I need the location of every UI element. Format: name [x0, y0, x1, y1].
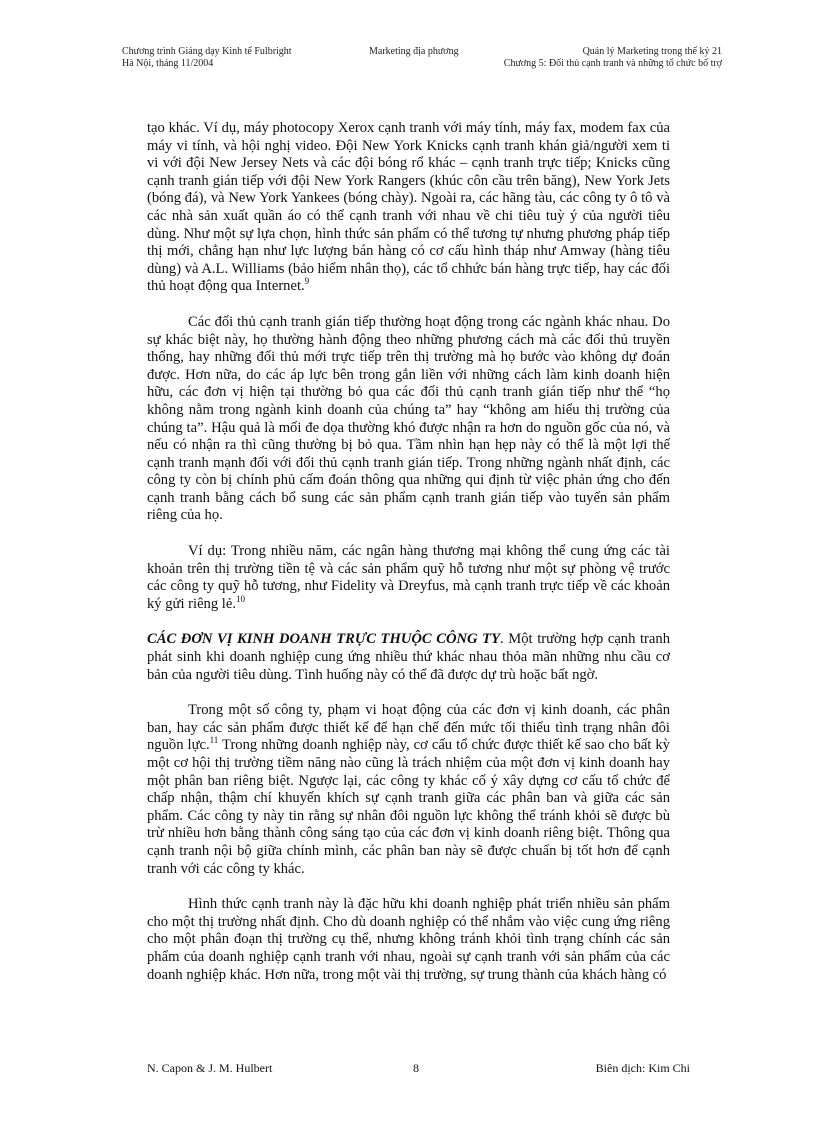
footnote-ref-11: 11: [209, 735, 219, 746]
paragraph-5: [147, 702, 670, 878]
paragraph-1-text: tạo khác. Ví dụ, máy photocopy Xerox cạnh tranh với máy tính, máy fax, modem fax của máy vi tính, và hội nghị video. Đội New York Knicks cạnh tranh khán giả/người xem ti vi với đội New Jersey Nets và các đội bóng rổ khác – cạnh tranh trực tiếp; Knicks cũng cạnh tranh gián tiếp với đội New York Rangers (khúc côn cầu trên băng), New York Jets (bóng đá), và New York Yankees (bóng chày). Ngoài ra, các hãng tàu, các công ty ô tô và các nhà sản xuất quần áo có thể cạnh tranh với nhau về chi tiêu tuỳ ý của người tiêu dùng. Như một sự lựa chọn, hình thức sản phẩm có thể tương tự nhưng phương pháp tiếp thị mới, chẳng hạn như lực lượng bán hàng có cơ cấu hình tháp như Amway (hàng tiêu dùng) và A.L. Williams (bảo hiểm nhân thọ), các tổ chhức bán hàng trực tiếp, hay các đối thủ hoạt động qua Internet.: [147, 120, 670, 295]
header-right-line2: Chương 5: Đối thủ cạnh tranh và những tổ chức bổ trợ: [503, 58, 722, 69]
paragraph-2: Các đối thủ cạnh tranh gián tiếp thường hoạt động trong các ngành khác nhau. Do sự khác biệt này, họ thường hành động theo những phương cách mà các đối thủ truyền thống, hay những đối thủ mới trực tiếp trên thị trường mà họ bước vào không dự đoán được. Hơn nữa, do các áp lực bên trong gắn liền với những cách làm kinh doanh hiện hữu, các đơn vị hiện tại thường bỏ qua các đối thủ cạnh tranh gián tiếp như thể “họ không nằm trong ngành kinh doanh của chúng ta” hay “không am hiểu thị trường của chúng ta”. Hậu quả là mối đe dọa thường khó được nhận ra hơn do nguồn gốc của nó, và nếu có nhận ra thì cũng thường bị bỏ qua. Tầm nhìn hạn hẹp này có thể là một lợi thế cạnh tranh mạnh đối với đối thủ cạnh tranh gián tiếp. Trong những ngành nhất định, các công ty còn bị chính phủ cấm đoán thông qua những qui định từ việc phản ứng cho đến cạnh tranh bằng cách bổ sung các sản phẩm cạnh tranh gián tiếp vào tuyến sản phẩm riêng của họ.: [147, 313, 670, 524]
header-left-line2: Hà Nội, tháng 11/2004: [122, 58, 214, 69]
header-right-line1: Quản lý Marketing trong thế kỷ 21: [582, 46, 722, 57]
paragraph-1: [147, 120, 670, 296]
footnote-ref-10: 10: [235, 593, 245, 604]
footnote-ref-9: 9: [304, 276, 310, 287]
paragraph-4-text: . Một trường hợp cạnh tranh phát sinh khi doanh nghiệp cung ứng nhiều thứ khác nhau thỏa mãn những nhu cầu cơ bản của người tiêu dùng. Tình huống này có thể đã được dự trù hoặc bất ngờ.: [147, 631, 670, 683]
paragraph-4: [147, 631, 670, 684]
paragraph-3-text: Ví dụ: Trong nhiều năm, các ngân hàng thương mại không thể cung ứng các tài khoản trên thị trường tiền tệ và các sản phẩm quỹ hỗ tương như một sự phòng vệ trước các công ty quỹ hỗ tương, như Fidelity và Dreyfus, mà cạnh tranh trực tiếp về các khoản ký gửi riêng lẻ.: [147, 543, 670, 612]
header-center: Marketing địa phương: [369, 46, 459, 57]
paragraph-5-text-a: Trong một số công ty, phạm vi hoạt động của các đơn vị kinh doanh, các phân ban, hay các sản phẩm được thiết kế để hạn chế đến mức tối thiểu tình trạng nhân đôi nguồn lực.: [147, 702, 670, 754]
paragraph-6: Hình thức cạnh tranh này là đặc hữu khi doanh nghiệp phát triển nhiều sản phẩm cho một thị trường nhất định. Cho dù doanh nghiệp có thể nhắm vào việc cung ứng riêng cho một phân đoạn thị trường cụ thể, nhưng không tránh khỏi tình trạng chính các sản phẩm của doanh nghiệp cạnh tranh với nhau, ngoài sự cạnh tranh với sản phẩm của các doanh nghiệp khác. Hơn nữa, trong một vài thị trường, sự trung thành của khách hàng có: [147, 896, 670, 983]
footer-page-number: 8: [413, 1061, 419, 1075]
document-body: [147, 120, 670, 1002]
footer-translator: Biên dịch: Kim Chi: [595, 1061, 690, 1075]
paragraph-3: [147, 543, 670, 613]
footer-authors: N. Capon & J. M. Hulbert: [147, 1061, 273, 1075]
header-left-line1: Chương trình Giảng dạy Kinh tế Fulbright: [122, 46, 292, 57]
paragraph-5-text-b: Trong những doanh nghiệp này, cơ cấu tổ chức được thiết kế sao cho bất kỳ một cơ hội thị trường tiềm năng nào cũng là trách nhiệm của một đơn vị kinh doanh hay một phân ban riêng biệt. Ngược lại, các công ty khác cố ý xây dựng cơ cấu tổ chức để chấp nhận, thậm chí khuyến khích sự cạnh tranh giữa các phân ban và giữa các sản phẩm. Các công ty này tin rằng sự nhân đôi nguồn lực không thể tránh khỏi sẽ được bù trừ nhiều hơn bằng thành công sáng tạo của các đơn vị kinh doanh riêng biệt. Thông qua cạnh tranh nội bộ giữa chính mình, các phân ban này sẽ được chuẩn bị tốt hơn để cạnh tranh với các công ty khác.: [147, 737, 670, 877]
section-heading: CÁC ĐƠN VỊ KINH DOANH TRỰC THUỘC CÔNG TY: [147, 631, 501, 648]
